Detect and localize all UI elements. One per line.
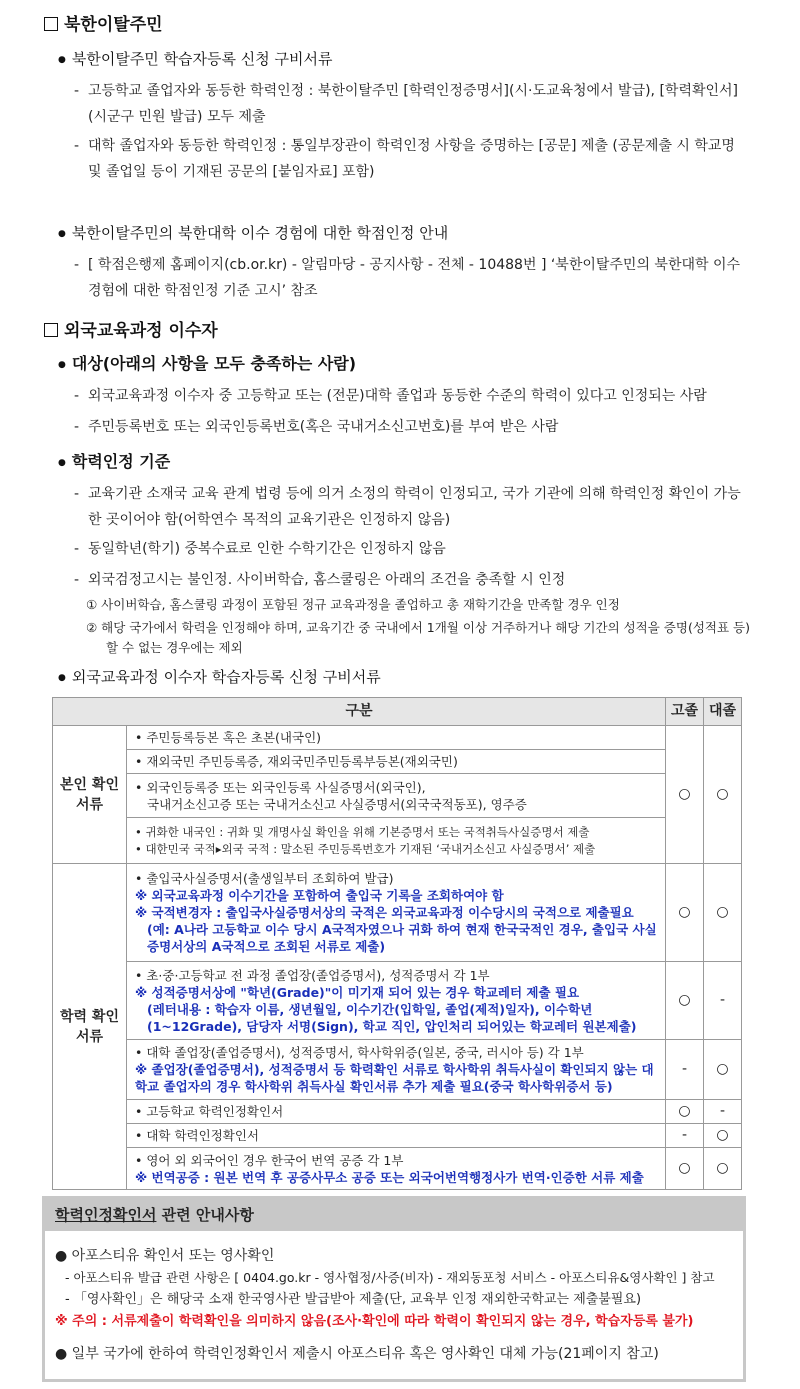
bullet-foreign-docs: ● 외국교육과정 이수자 학습자등록 신청 구비서류 <box>58 666 381 689</box>
category-identity: 본인 확인 서류 <box>53 726 127 864</box>
row-hs-recognition: • 고등학교 학력인정확인서 <box>127 1100 666 1124</box>
mark-translation-hs: ○ <box>666 1148 704 1190</box>
dash-criteria-3: - 외국검정고시는 불인정. 사이버학습, 홈스쿨링은 아래의 조건을 충족할 시 인정 <box>74 567 752 593</box>
dash-criteria-1: - 교육기관 소재국 교육 관계 법령 등에 의거 소정의 학력이 인정되고, 국가 기관에 의해 학력인정 확인이 가능한 곳이어야 함(어학연수 목적의 교육기관은 인정하지 않음) <box>74 481 752 533</box>
mark-univ-diploma-univ: ○ <box>704 1040 742 1100</box>
table-row <box>53 1100 742 1124</box>
row-naturalized: • 귀화한 내국인 : 귀화 및 개명사실 확인을 위해 기본증명서 또는 국적취득사실증명서 제출 • 대한민국 국적▸외국 국적 : 말소된 주민등록번호가 기재된 ‘국내거소신고 사실증명서’ 제출 <box>127 818 666 864</box>
mark-immigration-hs: ○ <box>666 864 704 962</box>
mark-identity-hs: ○ <box>666 726 704 864</box>
notes-box <box>42 1196 746 1382</box>
row-univ-recognition: • 대학 학력인정확인서 <box>127 1124 666 1148</box>
row-overseas-korean: • 재외국민 주민등록증, 재외국민주민등록부등본(재외국민) <box>127 750 666 774</box>
table-row <box>53 726 742 750</box>
mark-univ-diploma-hs: - <box>666 1040 704 1100</box>
mark-immigration-univ: ○ <box>704 864 742 962</box>
note-warning: ※ 주의 : 서류제출이 학력확인을 의미하지 않음(조사·확인에 따라 학력이 확인되지 않는 경우, 학습자등록 불가) <box>55 1314 694 1329</box>
table-header-row <box>53 698 742 726</box>
mark-hs-recog-hs: ○ <box>666 1100 704 1124</box>
square-icon <box>44 323 58 337</box>
header-university: 대졸 <box>704 698 742 726</box>
note-consular: - 「영사확인」은 해당국 소재 한국영사관 발급받아 제출(단, 교육부 인정 재외한국학교는 제출불필요) <box>65 1292 642 1307</box>
table-row <box>53 1124 742 1148</box>
dash-university-equiv: - 대학 졸업자와 동등한 학력인정 : 통일부장관이 학력인정 사항을 증명하는 [공문] 제출 (공문제출 시 학교명 및 졸업일 등이 기재된 공문의 [붙임자료] 포함) <box>74 133 752 185</box>
mark-diploma-hs: ○ <box>666 962 704 1040</box>
table-row <box>53 864 742 962</box>
bullet-criteria: ● 학력인정 기준 <box>58 450 170 475</box>
mark-univ-recog-univ: ○ <box>704 1124 742 1148</box>
row-immigration-cert: • 출입국사실증명서(출생일부터 조회하여 발급) ※ 외국교육과정 이수기간을 포함하여 출입국 기록을 조회하여야 함 ※ 국적변경자 : 출입국사실증명서상의 국적은 외국교육과정 이수당시의 국적으로 제출필요 (예: A나라 고등학교 이수 당시 A국적자였으나 귀화 하여 현재 한국국적인 경우, 출입국 사실증명서상의 A국적으로 조회된 서류로 제출) <box>127 864 666 962</box>
row-translation-notary: • 영어 외 외국어인 경우 한국어 번역 공증 각 1부 ※ 번역공증 : 원본 번역 후 공증사무소 공증 또는 외국어번역행정사가 번역·인증한 서류 제출 <box>127 1148 666 1190</box>
row-school-diploma: • 초·중·고등학교 전 과정 졸업장(졸업증명서), 성적증명서 각 1부 ※ 성적증명서상에 "학년(Grade)"이 미기재 되어 있는 경우 학교레터 제출 필요 (레터내용 : 학습자 이름, 생년월일, 이수기간(입학일, 졸업(제적)일자), 이수학년(1~12Grade), 담당자 서명(Sign), 학교 직인, 압인처리 되어있는 학교레터 원본제출) <box>127 962 666 1040</box>
bullet-eligibility: ● 대상(아래의 사항을 모두 충족하는 사람) <box>58 352 356 377</box>
dash-eligibility-2: - 주민등록번호 또는 외국인등록번호(혹은 국내거소신고번호)를 부여 받은 사람 <box>74 414 752 440</box>
table-row <box>53 750 742 774</box>
mark-univ-recog-hs: - <box>666 1124 704 1148</box>
circle-note-1: ① 사이버학습, 홈스쿨링 과정이 포함된 정규 교육과정을 졸업하고 총 재학기간을 만족할 경우 인정 <box>86 597 620 612</box>
note-apostille-ref: - 아포스티유 발급 관련 사항은 [ 0404.go.kr - 영사협정/사증(비자) - 재외동포청 서비스 - 아포스티유&영사확인 ] 참고 <box>65 1270 715 1285</box>
section-title-defectors: 북한이탈주민 <box>44 12 163 38</box>
note-substitute: ● 일부 국가에 한하여 학력인정확인서 제출시 아포스티유 혹은 영사확인 대체 가능(21페이지 참고) <box>55 1346 659 1362</box>
table-row <box>53 962 742 1040</box>
mark-diploma-univ: - <box>704 962 742 1040</box>
header-category: 구분 <box>53 698 666 726</box>
section-title-foreign-edu: 외국교육과정 이수자 <box>44 318 218 344</box>
square-icon <box>44 17 58 31</box>
dash-criteria-2: - 동일학년(학기) 중복수료로 인한 수학기간은 인정하지 않음 <box>74 536 752 562</box>
circle-note-2: ② 해당 국가에서 학력을 인정해야 하며, 교육기간 중 국내에서 1개월 이상 거주하거나 해당 기간의 성적을 증명(성적표 등) 할 수 없는 경우에는 제외 <box>86 620 750 655</box>
category-academic: 학력 확인 서류 <box>53 864 127 1190</box>
mark-translation-univ: ○ <box>704 1148 742 1190</box>
mark-identity-univ: ○ <box>704 726 742 864</box>
dash-credit-bank-notice: - [ 학점은행제 홈페이지(cb.or.kr) - 알림마당 - 공지사항 - 전체 - 10488번 ] ‘북한이탈주민의 북한대학 이수 경험에 대한 학점인정 기준 고시’ 참조 <box>74 252 752 304</box>
bullet-north-univ-credit: ● 북한이탈주민의 북한대학 이수 경험에 대한 학점인정 안내 <box>58 222 448 245</box>
bullet-defector-docs: ● 북한이탈주민 학습자등록 신청 구비서류 <box>58 48 333 71</box>
table-row <box>53 818 742 864</box>
row-university-diploma: • 대학 졸업장(졸업증명서), 성적증명서, 학사학위증(일본, 중국, 러시아 등) 각 1부 ※ 졸업장(졸업증명서), 성적증명서 등 학력확인 서류로 학사학위 취득사실이 확인되지 않는 대학교 졸업자의 경우 학사학위 취득사실 확인서류 추가 제출 필요(중국 학사학위증서 등) <box>127 1040 666 1100</box>
header-highschool: 고졸 <box>666 698 704 726</box>
note-apostille: ● 아포스티유 확인서 또는 영사확인 <box>55 1248 275 1264</box>
documents-table <box>52 697 742 1190</box>
row-foreigner-reg: • 외국인등록증 또는 외국인등록 사실증명서(외국인), 국내거소신고증 또는 국내거소신고 사실증명서(외국국적동포), 영주증 <box>127 774 666 818</box>
table-row <box>53 774 742 818</box>
dash-eligibility-1: - 외국교육과정 이수자 중 고등학교 또는 (전문)대학 졸업과 동등한 수준의 학력이 있다고 인정되는 사람 <box>74 383 752 409</box>
mark-hs-recog-univ: - <box>704 1100 742 1124</box>
notes-title: 학력인정확인서 관련 안내사항 <box>45 1199 743 1231</box>
table-row <box>53 1148 742 1190</box>
dash-highschool-equiv: - 고등학교 졸업자와 동등한 학력인정 : 북한이탈주민 [학력인정증명서](시·도교육청에서 발급), [학력확인서](시군구 민원 발급) 모두 제출 <box>74 78 752 130</box>
row-resident-reg: • 주민등록등본 혹은 초본(내국인) <box>127 726 666 750</box>
table-row <box>53 1040 742 1100</box>
